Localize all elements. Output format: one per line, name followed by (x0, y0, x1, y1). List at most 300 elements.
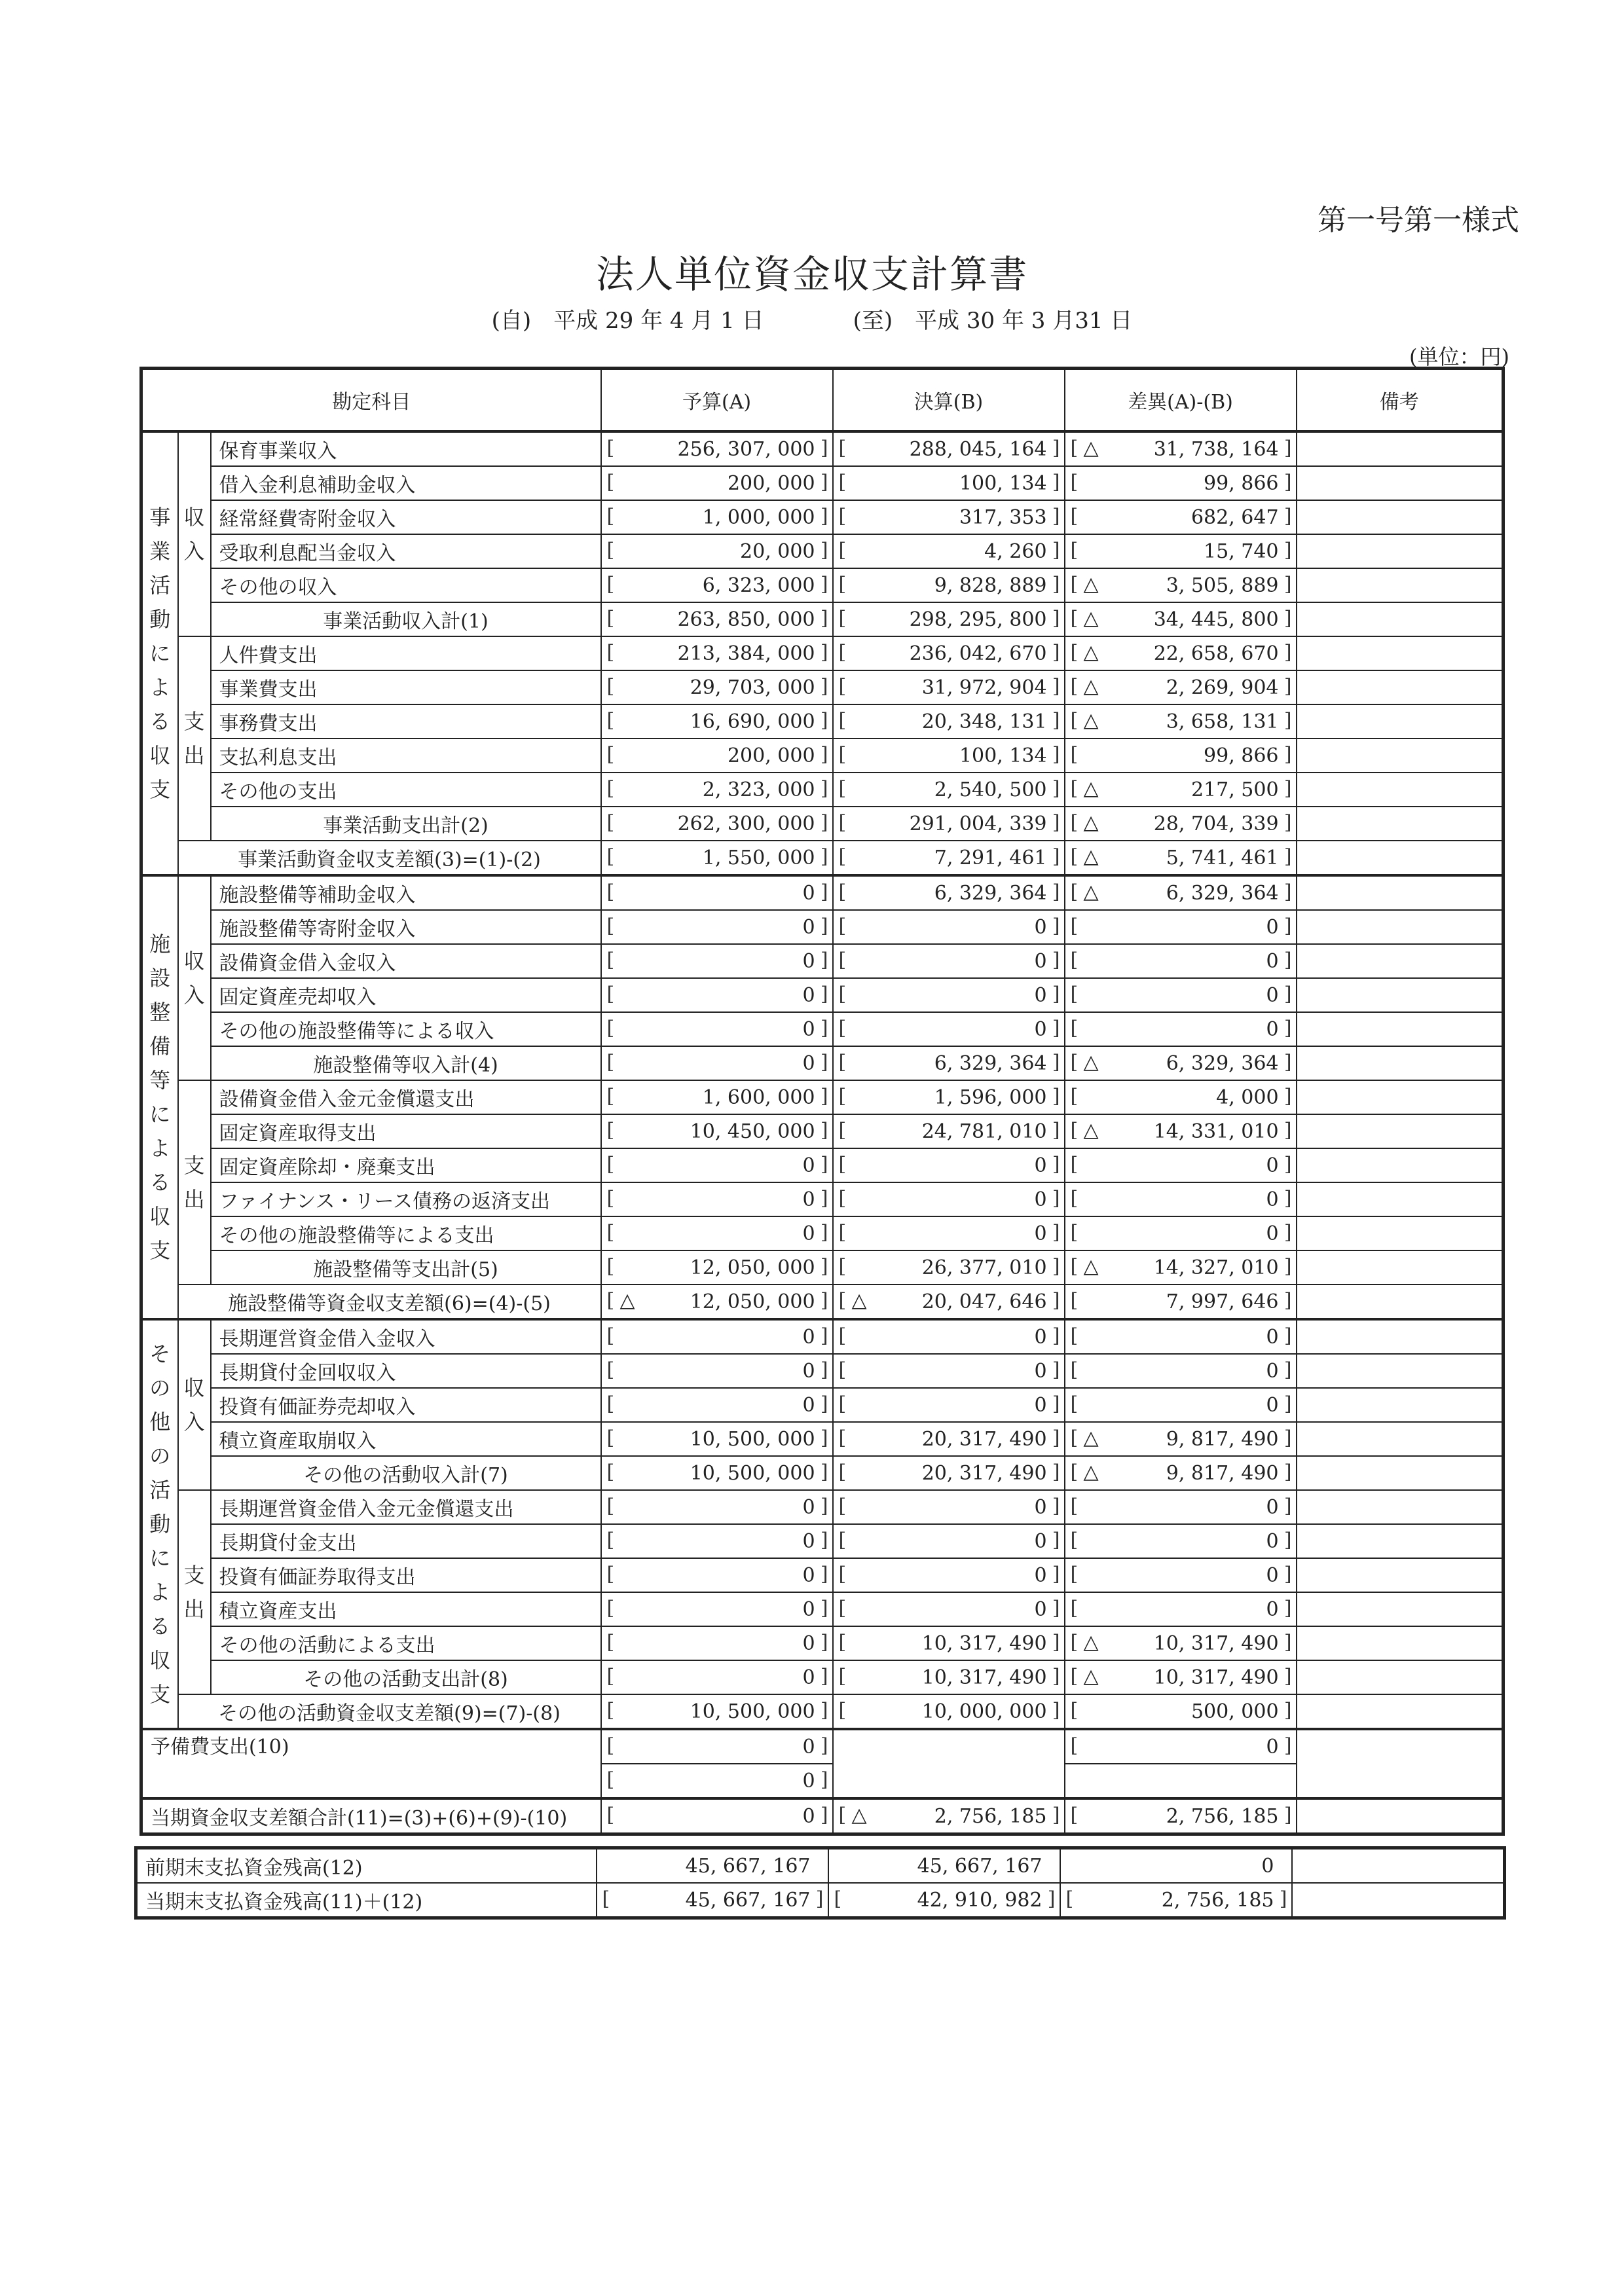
budget-cell (601, 875, 833, 910)
diff-cell (1065, 1046, 1297, 1080)
amount: 20, 317, 490 (921, 1461, 1047, 1485)
remarks-cell (1297, 978, 1504, 1012)
diff-cell (1065, 1182, 1297, 1216)
expense-label (178, 1080, 211, 1285)
unit-label: (単位：円) (1409, 344, 1509, 369)
table-row (141, 910, 1504, 944)
remarks-cell (1297, 1490, 1504, 1524)
table-row (141, 1422, 1504, 1456)
amount: 0 (802, 1735, 815, 1758)
vertical-char: の (149, 1444, 171, 1468)
vertical-char: 事 (149, 505, 171, 530)
amount: 5, 741, 461 (1166, 846, 1279, 869)
vertical-char: 出 (183, 1597, 205, 1622)
item-label: その他の支出 (211, 773, 601, 807)
actual-cell (833, 910, 1065, 944)
remarks-cell (1297, 1558, 1504, 1592)
amount: 31, 972, 904 (921, 676, 1047, 699)
actual-cell (833, 500, 1065, 534)
vertical-char: る (149, 709, 171, 734)
item-label: 固定資産売却収入 (211, 978, 601, 1012)
actual-cell (833, 1114, 1065, 1148)
amount: 0 (1034, 1222, 1047, 1245)
amount: 0 (1034, 1017, 1047, 1041)
diff-cell (1065, 1626, 1297, 1660)
amount: 0 (1034, 1529, 1047, 1553)
amount: 0 (1266, 1597, 1279, 1621)
item-label: その他の活動による支出 (211, 1626, 601, 1660)
negative-mark: [ △ (851, 1289, 867, 1312)
table-row (141, 704, 1504, 738)
amount: 0 (802, 983, 815, 1007)
budget-cell (601, 807, 833, 841)
vertical-char: 入 (183, 1410, 205, 1434)
budget-cell (601, 1114, 833, 1148)
amount: 0 (1266, 915, 1279, 939)
budget-cell (601, 1285, 833, 1319)
period-total-row (141, 1798, 1504, 1834)
remarks-cell (1297, 1524, 1504, 1558)
amount: 200, 000 (727, 744, 815, 767)
remarks-cell (1297, 636, 1504, 670)
amount: 0 (802, 1325, 815, 1349)
remarks-cell (1297, 704, 1504, 738)
amount: 4, 000 (1216, 1085, 1279, 1109)
diff-cell (1065, 1319, 1297, 1354)
reserve-label: 予備費支出(10) (141, 1729, 601, 1798)
remarks-cell (1297, 1046, 1504, 1080)
vertical-char: 支 (183, 1153, 205, 1178)
amount: 1, 000, 000 (702, 505, 815, 529)
budget-cell (601, 944, 833, 978)
actual-cell (833, 568, 1065, 602)
budget-cell (601, 978, 833, 1012)
diff-cell (1065, 1729, 1297, 1764)
actual-cell (833, 1388, 1065, 1422)
vertical-char: 出 (183, 1187, 205, 1212)
amount: 0 (1266, 1154, 1279, 1177)
amount: 217, 500 (1190, 778, 1279, 801)
amount: 0 (1266, 1017, 1279, 1041)
amount: 213, 384, 000 (677, 642, 815, 665)
negative-mark: [ △ (1083, 573, 1099, 596)
amount: 0 (1034, 1359, 1047, 1383)
item-label: 固定資産除却・廃棄支出 (211, 1148, 601, 1182)
table-row (141, 1626, 1504, 1660)
period-to: (至) 平成 30 年 3 月31 日 (853, 308, 1133, 334)
amount: 24, 781, 010 (921, 1120, 1047, 1143)
actual-cell (833, 978, 1065, 1012)
amount: 0 (1266, 1188, 1279, 1211)
budget-cell (601, 466, 833, 500)
item-label: 施設整備等寄附金収入 (211, 910, 601, 944)
amount: 0 (1034, 1597, 1047, 1621)
amount: 7, 997, 646 (1166, 1290, 1279, 1313)
budget-cell (601, 1319, 833, 1354)
actual-cell (833, 1490, 1065, 1524)
subtotal-row (141, 1250, 1504, 1285)
budget-cell (601, 1250, 833, 1285)
jigyo-section-label (141, 431, 178, 875)
net-row (141, 1694, 1504, 1729)
budget-cell (601, 1148, 833, 1182)
amount: 0 (802, 949, 815, 973)
remarks-cell (1297, 534, 1504, 568)
vertical-char: 支 (183, 1563, 205, 1588)
amount: 0 (1034, 1563, 1047, 1587)
remarks-cell (1297, 431, 1504, 466)
amount: 2, 540, 500 (934, 778, 1047, 801)
remarks-cell (1297, 466, 1504, 500)
amount: 14, 327, 010 (1153, 1256, 1279, 1279)
table-row (141, 670, 1504, 704)
amount: 0 (1266, 1325, 1279, 1349)
subtotal-label: 施設整備等支出計(5) (211, 1250, 601, 1285)
amount: 0 (1266, 1529, 1279, 1553)
form-id: 第一号第一様式 (1318, 204, 1519, 237)
amount: 9, 817, 490 (1166, 1461, 1279, 1485)
vertical-char: 収 (183, 505, 205, 530)
amount: 20, 000 (740, 539, 815, 563)
remarks-cell (1292, 1883, 1505, 1918)
diff-cell (1065, 704, 1297, 738)
remarks-cell (1297, 773, 1504, 807)
actual-cell (833, 1798, 1065, 1834)
table-row (141, 1080, 1504, 1114)
budget-cell (601, 1729, 833, 1764)
amount: 0 (1266, 1393, 1279, 1417)
actual-cell-empty (833, 1729, 1065, 1798)
actual-cell (833, 944, 1065, 978)
diff-cell (1065, 841, 1297, 875)
budget-cell (601, 738, 833, 773)
table-row (141, 500, 1504, 534)
income-label (178, 1319, 211, 1490)
vertical-char: よ (149, 1136, 171, 1161)
item-label: 固定資産取得支出 (211, 1114, 601, 1148)
budget-cell (601, 670, 833, 704)
actual-cell (833, 1626, 1065, 1660)
income-label (178, 875, 211, 1080)
amount: 1, 600, 000 (702, 1085, 815, 1109)
amount: 0 (1034, 1154, 1047, 1177)
amount: 10, 317, 490 (921, 1631, 1047, 1655)
amount: 262, 300, 000 (677, 812, 815, 835)
subtotal-label: 事業活動支出計(2) (211, 807, 601, 841)
vertical-char: 活 (149, 1478, 171, 1503)
budget-cell (601, 841, 833, 875)
remarks-cell (1297, 807, 1504, 841)
diff-cell (1065, 1592, 1297, 1626)
budget-cell (601, 1524, 833, 1558)
vertical-char: に (149, 641, 171, 666)
vertical-char: に (149, 1546, 171, 1571)
amount: 45, 667, 167 (917, 1854, 1043, 1878)
table-row (141, 1148, 1504, 1182)
vertical-char: 収 (183, 1376, 205, 1400)
item-label: 施設整備等補助金収入 (211, 875, 601, 910)
negative-mark: [ △ (1083, 1461, 1099, 1484)
budget-cell (597, 1848, 828, 1884)
budget-cell (601, 1660, 833, 1694)
remarks-cell (1297, 841, 1504, 875)
subtotal-row (141, 807, 1504, 841)
actual-cell (833, 1250, 1065, 1285)
item-label: 投資有価証券取得支出 (211, 1558, 601, 1592)
actual-cell (833, 1182, 1065, 1216)
diff-cell (1065, 1354, 1297, 1388)
diff-cell (1065, 636, 1297, 670)
diff-cell (1065, 1250, 1297, 1285)
table-row (141, 1524, 1504, 1558)
col-item: 勘定科目 (141, 369, 601, 432)
table-row (141, 1490, 1504, 1524)
remarks-cell (1297, 1148, 1504, 1182)
actual-cell (833, 1148, 1065, 1182)
diff-cell (1065, 807, 1297, 841)
negative-mark: [ △ (1083, 437, 1099, 460)
remarks-cell (1297, 1592, 1504, 1626)
item-label: その他の施設整備等による収入 (211, 1012, 601, 1046)
diff-cell (1065, 1490, 1297, 1524)
table-row (141, 466, 1504, 500)
amount: 29, 703, 000 (690, 676, 815, 699)
remarks-cell (1297, 738, 1504, 773)
budget-cell (601, 1626, 833, 1660)
amount: 0 (802, 1563, 815, 1587)
vertical-char: 収 (183, 949, 205, 974)
vertical-char: よ (149, 1580, 171, 1605)
actual-cell (833, 1456, 1065, 1490)
diff-cell (1065, 500, 1297, 534)
vertical-char: よ (149, 675, 171, 700)
amount: 0 (802, 1666, 815, 1689)
amount: 0 (802, 1017, 815, 1041)
amount: 45, 667, 167 (685, 1854, 811, 1878)
vertical-char: 等 (149, 1068, 171, 1093)
amount: 20, 047, 646 (921, 1290, 1047, 1313)
amount: 6, 329, 364 (934, 1051, 1047, 1075)
diff-cell (1065, 1080, 1297, 1114)
amount: 10, 500, 000 (690, 1700, 815, 1723)
amount: 0 (1266, 1735, 1279, 1758)
amount: 0 (802, 1597, 815, 1621)
table-row (141, 568, 1504, 602)
negative-mark: [ △ (1083, 641, 1099, 664)
vertical-char: 出 (183, 743, 205, 768)
remarks-cell (1297, 1012, 1504, 1046)
amount: 263, 850, 000 (677, 608, 815, 631)
actual-cell (833, 1524, 1065, 1558)
amount: 16, 690, 000 (690, 710, 815, 733)
vertical-char: 収 (149, 743, 171, 768)
remarks-cell (1297, 568, 1504, 602)
amount: 100, 134 (959, 744, 1047, 767)
amount: 0 (1034, 949, 1047, 973)
amount: 99, 866 (1204, 744, 1279, 767)
amount: 500, 000 (1190, 1700, 1279, 1723)
negative-mark: [ △ (1083, 777, 1099, 800)
actual-cell (828, 1883, 1060, 1918)
budget-cell (601, 1388, 833, 1422)
amount: 31, 738, 164 (1153, 437, 1279, 461)
expense-label (178, 1490, 211, 1694)
diff-cell (1065, 1456, 1297, 1490)
amount: 291, 004, 339 (909, 812, 1047, 835)
col-actual: 決算(B) (833, 369, 1065, 432)
amount: 34, 445, 800 (1153, 608, 1279, 631)
item-label: 借入金利息補助金収入 (211, 466, 601, 500)
actual-cell (833, 466, 1065, 500)
amount: 6, 329, 364 (934, 881, 1047, 905)
item-label: 受取利息配当金収入 (211, 534, 601, 568)
item-label: 積立資産取崩収入 (211, 1422, 601, 1456)
actual-cell (833, 773, 1065, 807)
table-row (141, 1216, 1504, 1250)
remarks-cell (1297, 1182, 1504, 1216)
actual-cell (833, 841, 1065, 875)
table-row (141, 944, 1504, 978)
vertical-char: る (149, 1170, 171, 1195)
remarks-cell (1297, 1422, 1504, 1456)
budget-cell (601, 1490, 833, 1524)
remarks-cell (1297, 1216, 1504, 1250)
diff-cell (1065, 1216, 1297, 1250)
amount: 45, 667, 167 (685, 1888, 811, 1912)
amount: 9, 817, 490 (1166, 1427, 1279, 1451)
budget-cell (601, 568, 833, 602)
amount: 10, 500, 000 (690, 1461, 815, 1485)
reserve-row (141, 1729, 1504, 1764)
remarks-cell (1297, 875, 1504, 910)
item-label: 設備資金借入金元金償還支出 (211, 1080, 601, 1114)
item-label: その他の収入 (211, 568, 601, 602)
diff-cell (1065, 738, 1297, 773)
table-row (141, 978, 1504, 1012)
balance-label: 前期末支払資金残高(12) (136, 1848, 597, 1884)
negative-mark: [ △ (1083, 881, 1099, 903)
vertical-char: 設 (149, 966, 171, 991)
item-label: 長期運営資金借入金元金償還支出 (211, 1490, 601, 1524)
vertical-char: 収 (149, 1648, 171, 1673)
budget-cell (601, 1046, 833, 1080)
budget-cell (601, 704, 833, 738)
amount: 12, 050, 000 (690, 1256, 815, 1279)
negative-mark: [ △ (1083, 811, 1099, 834)
table-row (141, 875, 1504, 910)
amount: 10, 000, 000 (921, 1700, 1047, 1723)
actual-cell (833, 636, 1065, 670)
diff-cell (1065, 1012, 1297, 1046)
remarks-cell (1297, 1660, 1504, 1694)
budget-cell (601, 1592, 833, 1626)
budget-cell (601, 1456, 833, 1490)
amount: 0 (802, 1495, 815, 1519)
amount: 1, 596, 000 (934, 1085, 1047, 1109)
amount: 3, 505, 889 (1166, 574, 1279, 597)
amount: 10, 317, 490 (1153, 1666, 1279, 1689)
actual-cell (833, 1216, 1065, 1250)
amount: 4, 260 (984, 539, 1047, 563)
amount: 0 (802, 881, 815, 905)
diff-cell (1065, 1114, 1297, 1148)
period-total-label: 当期資金収支差額合計(11)=(3)+(6)+(9)-(10) (141, 1798, 601, 1834)
amount: 0 (1034, 1325, 1047, 1349)
table-row (141, 1388, 1504, 1422)
budget-cell (601, 534, 833, 568)
negative-mark: [ △ (1083, 607, 1099, 630)
table-row (141, 1319, 1504, 1354)
vertical-char: 支 (149, 777, 171, 802)
budget-cell (601, 1558, 833, 1592)
budget-cell (601, 1216, 833, 1250)
amount: 0 (1034, 1393, 1047, 1417)
diff-cell (1065, 1694, 1297, 1729)
header-row (141, 369, 1504, 432)
amount: 20, 348, 131 (921, 710, 1047, 733)
amount: 0 (1266, 1495, 1279, 1519)
amount: 99, 866 (1204, 471, 1279, 495)
diff-cell-empty (1065, 1764, 1297, 1798)
item-label: その他の施設整備等による支出 (211, 1216, 601, 1250)
diff-cell (1065, 910, 1297, 944)
actual-cell (833, 1694, 1065, 1729)
diff-cell (1065, 534, 1297, 568)
item-label: 事務費支出 (211, 704, 601, 738)
diff-cell (1065, 431, 1297, 466)
amount: 14, 331, 010 (1153, 1120, 1279, 1143)
actual-cell (833, 670, 1065, 704)
vertical-char: 支 (149, 1682, 171, 1707)
vertical-char: 整 (149, 1000, 171, 1025)
col-diff: 差異(A)-(B) (1065, 369, 1297, 432)
diff-cell (1065, 1660, 1297, 1694)
amount: 0 (1261, 1854, 1274, 1878)
remarks-cell (1297, 1319, 1504, 1354)
actual-cell (833, 1046, 1065, 1080)
actual-cell (833, 1319, 1065, 1354)
negative-mark: [ △ (1083, 1119, 1099, 1142)
amount: 20, 317, 490 (921, 1427, 1047, 1451)
subtotal-row (141, 602, 1504, 636)
net-label: 施設整備等資金収支差額(6)=(4)-(5) (178, 1285, 601, 1319)
item-label: 長期貸付金支出 (211, 1524, 601, 1558)
table-row (141, 738, 1504, 773)
diff-cell (1065, 944, 1297, 978)
diff-cell (1065, 1798, 1297, 1834)
remarks-cell (1297, 602, 1504, 636)
actual-cell (828, 1848, 1060, 1884)
col-remarks: 備考 (1297, 369, 1504, 432)
amount: 0 (1266, 983, 1279, 1007)
actual-cell (833, 1354, 1065, 1388)
subtotal-row (141, 1046, 1504, 1080)
table-row (141, 1114, 1504, 1148)
budget-cell (601, 1798, 833, 1834)
actual-cell (833, 738, 1065, 773)
amount: 6, 329, 364 (1166, 881, 1279, 905)
diff-cell (1065, 978, 1297, 1012)
budget-cell (601, 910, 833, 944)
amount: 0 (1266, 1359, 1279, 1383)
amount: 0 (802, 1359, 815, 1383)
budget-cell (601, 1080, 833, 1114)
budget-cell (601, 1764, 833, 1798)
vertical-char: の (149, 1376, 171, 1400)
amount: 0 (802, 1154, 815, 1177)
diff-cell (1065, 1148, 1297, 1182)
amount: 0 (802, 915, 815, 939)
